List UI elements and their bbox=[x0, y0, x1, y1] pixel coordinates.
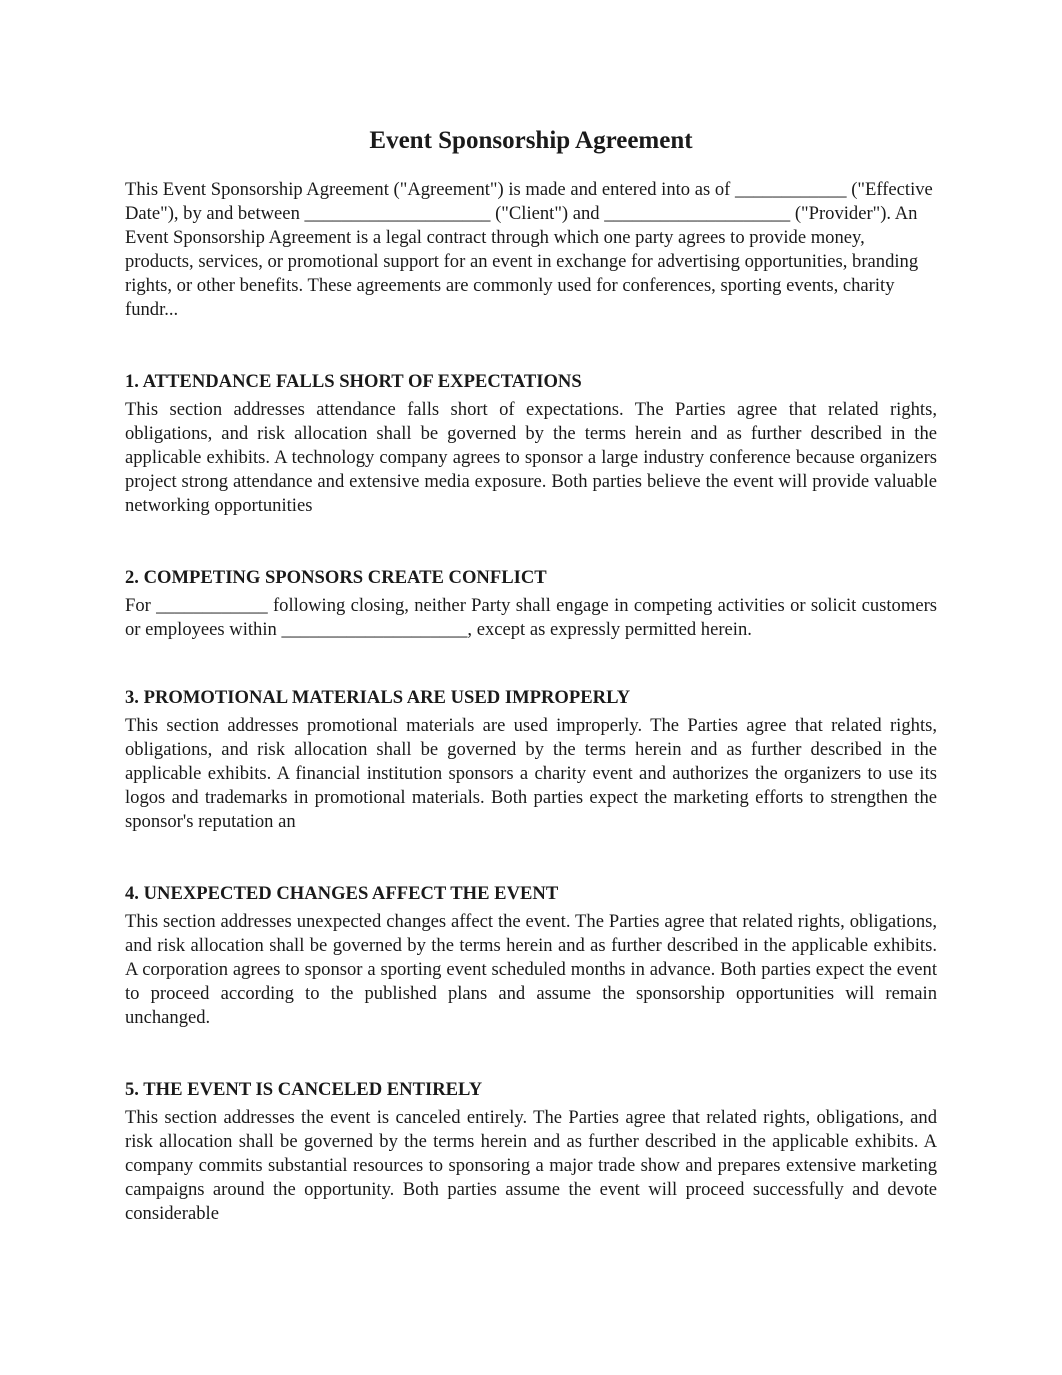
section-body: This section addresses promotional materials are used improperly. The Parties agree that related rights, obligations, and risk allocation shall be governed by the terms herein and as further described in the applicable exhibits. A financial institution sponsors a charity event and authorizes the organizers to use its logos and trademarks in promotional materials. Both parties expect the marketing efforts to strengthen the sponsor's reputation an bbox=[125, 715, 937, 832]
intro-paragraph: This Event Sponsorship Agreement ("Agreement") is made and entered into as of ____________ ("Effective Date"), by and between ____________________ ("Client") and ____________________ ("Provider"). An Event Sponsorship Agreement is a legal contract through which one party agrees to provide money, products, services, or promotional support for an event in exchange for advertising opportunities, branding rights, or other benefits. These agreements are commonly used for conferences, sporting events, charity fundr... bbox=[125, 179, 933, 320]
section-3 bbox=[125, 686, 937, 834]
section-5 bbox=[125, 1078, 937, 1226]
section-heading: 5. THE EVENT IS CANCELED ENTIRELY bbox=[125, 1079, 483, 1100]
document-title: Event Sponsorship Agreement bbox=[369, 127, 693, 154]
section-2 bbox=[125, 566, 937, 642]
section-heading: 2. COMPETING SPONSORS CREATE CONFLICT bbox=[125, 567, 547, 588]
section-body: This section addresses the event is canceled entirely. The Parties agree that related rights, obligations, and risk allocation shall be governed by the terms herein and as further described in the applicable exhibits. A company commits substantial resources to sponsoring a major trade show and prepares extensive marketing campaigns around the opportunity. Both parties assume the event will proceed successfully and devote considerable bbox=[125, 1107, 937, 1224]
section-4 bbox=[125, 882, 937, 1030]
document-page bbox=[125, 122, 937, 1226]
section-heading: 1. ATTENDANCE FALLS SHORT OF EXPECTATIONS bbox=[125, 371, 582, 392]
section-heading: 4. UNEXPECTED CHANGES AFFECT THE EVENT bbox=[125, 883, 559, 904]
section-body: This section addresses unexpected changes affect the event. The Parties agree that related rights, obligations, and risk allocation shall be governed by the terms herein and as further described in the applicable exhibits. A corporation agrees to sponsor a sporting event scheduled months in advance. Both parties expect the event to proceed according to the published plans and assume the sponsorship opportunities will remain unchanged. bbox=[125, 911, 937, 1028]
section-body: This section addresses attendance falls short of expectations. The Parties agree that related rights, obligations, and risk allocation shall be governed by the terms herein and as further described in the applicable exhibits. A technology company agrees to sponsor a large industry conference because organizers project strong attendance and extensive media exposure. Both parties believe the event will provide valuable networking opportunities bbox=[125, 399, 937, 516]
section-heading: 3. PROMOTIONAL MATERIALS ARE USED IMPROPERLY bbox=[125, 687, 631, 708]
section-1 bbox=[125, 370, 937, 518]
section-body: For ____________ following closing, neither Party shall engage in competing activities or solicit customers or employees within ____________________, except as expressly permitted herein. bbox=[125, 595, 937, 640]
